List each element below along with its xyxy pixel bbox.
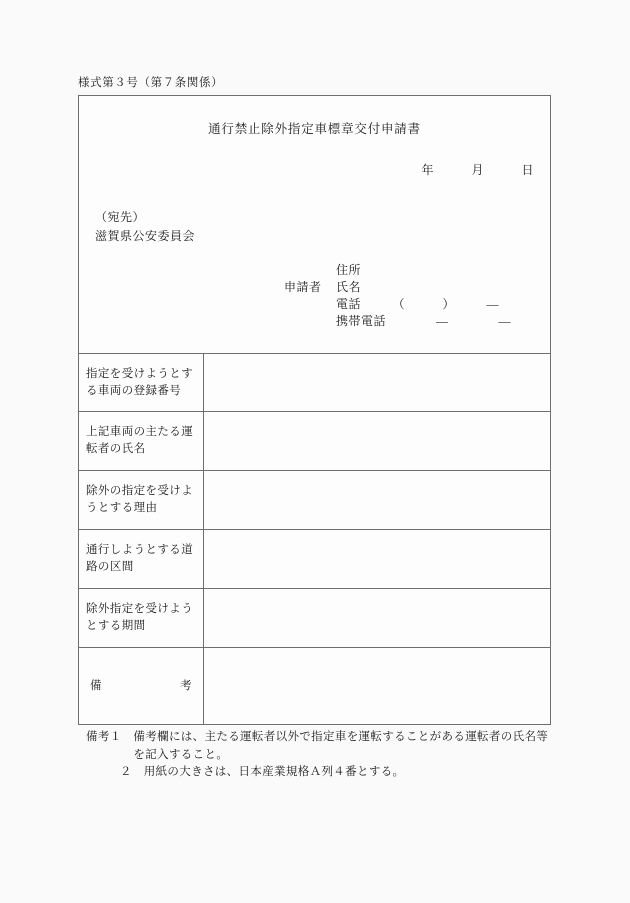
row-label-remarks: 備考 <box>79 648 204 724</box>
row-label-road-section: 通行しようとする道路の区間 <box>79 530 204 588</box>
application-form-frame <box>78 95 551 725</box>
applicant-mobile-phone-field[interactable]: 携帯電話 — — <box>336 314 512 328</box>
applicant-name-field[interactable]: 氏名 <box>336 280 362 294</box>
footnote-text: 用紙の大きさは、日本産業規格Ａ列４番とする。 <box>143 766 405 778</box>
footnotes <box>86 729 556 782</box>
footnote-text: 備考欄には、主たる運転者以外で指定車を運転することがある運転者の氏名等を記入すること。 <box>133 731 549 761</box>
applicant-label: 申請者 <box>284 280 322 294</box>
applicant-fields <box>336 262 511 330</box>
table-row <box>79 529 550 588</box>
row-value-remarks[interactable] <box>204 648 550 724</box>
footnote-item <box>86 764 556 782</box>
addressee-block <box>95 208 195 246</box>
row-value-exemption-period[interactable] <box>204 589 550 647</box>
applicant-address-field[interactable]: 住所 <box>336 263 362 277</box>
document-title: 通行禁止除外指定車標章交付申請書 <box>208 122 421 136</box>
form-rows <box>79 353 550 724</box>
applicant-phone-field[interactable]: 電話 （ ） — <box>336 297 500 311</box>
footnote-marker: ２ <box>120 766 144 778</box>
row-label-exemption-period: 除外指定を受けようとする期間 <box>79 589 204 647</box>
addressee-name: 滋賀県公安委員会 <box>95 229 196 243</box>
row-label-vehicle-registration-number: 指定を受けようとする車両の登録番号 <box>79 354 204 411</box>
table-row <box>79 470 550 529</box>
row-value-vehicle-registration-number[interactable] <box>204 354 550 411</box>
row-value-road-section[interactable] <box>204 530 550 588</box>
footnote-item <box>86 729 556 764</box>
row-label-exemption-reason: 除外の指定を受けようとする理由 <box>79 471 204 529</box>
row-label-main-driver-name: 上記車両の主たる運転者の氏名 <box>79 412 204 470</box>
table-row <box>79 411 550 470</box>
footnote-marker: 備考１ <box>86 731 134 743</box>
form-number-heading: 様式第３号（第７条関係） <box>78 77 224 89</box>
table-row <box>79 647 550 724</box>
row-value-exemption-reason[interactable] <box>204 471 550 529</box>
table-row <box>79 353 550 411</box>
date-line: 年 月 日 <box>421 163 534 177</box>
row-value-main-driver-name[interactable] <box>204 412 550 470</box>
table-row <box>79 588 550 647</box>
form-header-region <box>79 96 550 353</box>
addressee-prefix: （宛先） <box>95 210 146 224</box>
